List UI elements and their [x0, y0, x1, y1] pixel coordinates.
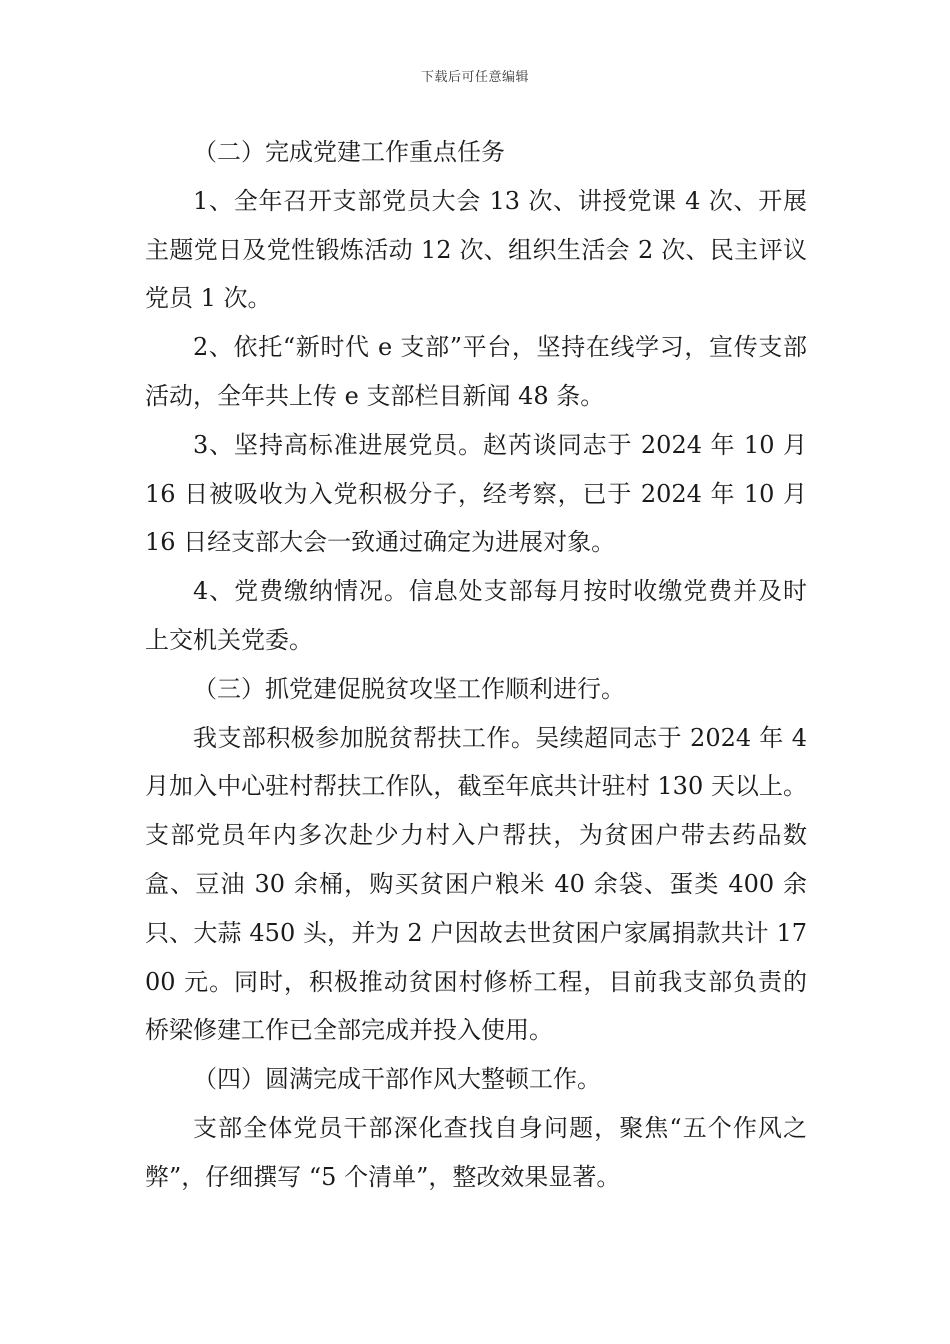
paragraph-work-style: 支部全体党员干部深化查找自身问题，聚焦“五个作风之弊”，仔细撰写 “5 个清单”，整改效果显著。 — [145, 1113, 807, 1191]
section-heading-3: （三）抓党建促脱贫攻坚工作顺利进行。 — [193, 674, 625, 703]
paragraph-item-2: 2、依托“新时代 e 支部”平台，坚持在线学习，宣传支部活动，全年共上传 e 支部栏目新闻 48 条。 — [145, 333, 807, 410]
paragraph-item-1: 1、全年召开支部党员大会 13 次、讲授党课 4 次、开展主题党日及党性锻炼活动 12 次、组织生活会 2 次、民主评议党员 1 次。 — [145, 186, 807, 313]
paragraph-item-3: 3、坚持高标准进展党员。赵芮谈同志于 2024 年 10 月 16 日被吸收为入党积极分子，经考察，已于 2024 年 10 月 16 日经支部大会一致通过确定为进展对象。 — [145, 430, 807, 557]
document-body — [145, 128, 807, 1202]
paragraph-poverty-alleviation: 我支部积极参加脱贫帮扶工作。吴续超同志于 2024 年 4 月加入中心驻村帮扶工作队，截至年底共计驻村 130 天以上。支部党员年内多次赴少力村入户帮扶，为贫困户带去药品数盒、豆油 30 余桶，购买贫困户粮米 40 余袋、蛋类 400 余只、大蒜 450 头，并为 2 户因故去世贫困户家属捐款共计 1700 元。同时，积极推动贫困村修桥工程，目前我支部负责的桥梁修建工作已全部完成并投入使用。 — [145, 723, 807, 1045]
section-heading-4: （四）圆满完成干部作风大整顿工作。 — [193, 1065, 601, 1094]
section-heading-2: （二）完成党建工作重点任务 — [193, 138, 505, 166]
page-header: 下载后可任意编辑 — [420, 70, 529, 85]
paragraph-item-4: 4、党费缴纳情况。信息处支部每月按时收缴党费并及时上交机关党委。 — [145, 577, 807, 654]
